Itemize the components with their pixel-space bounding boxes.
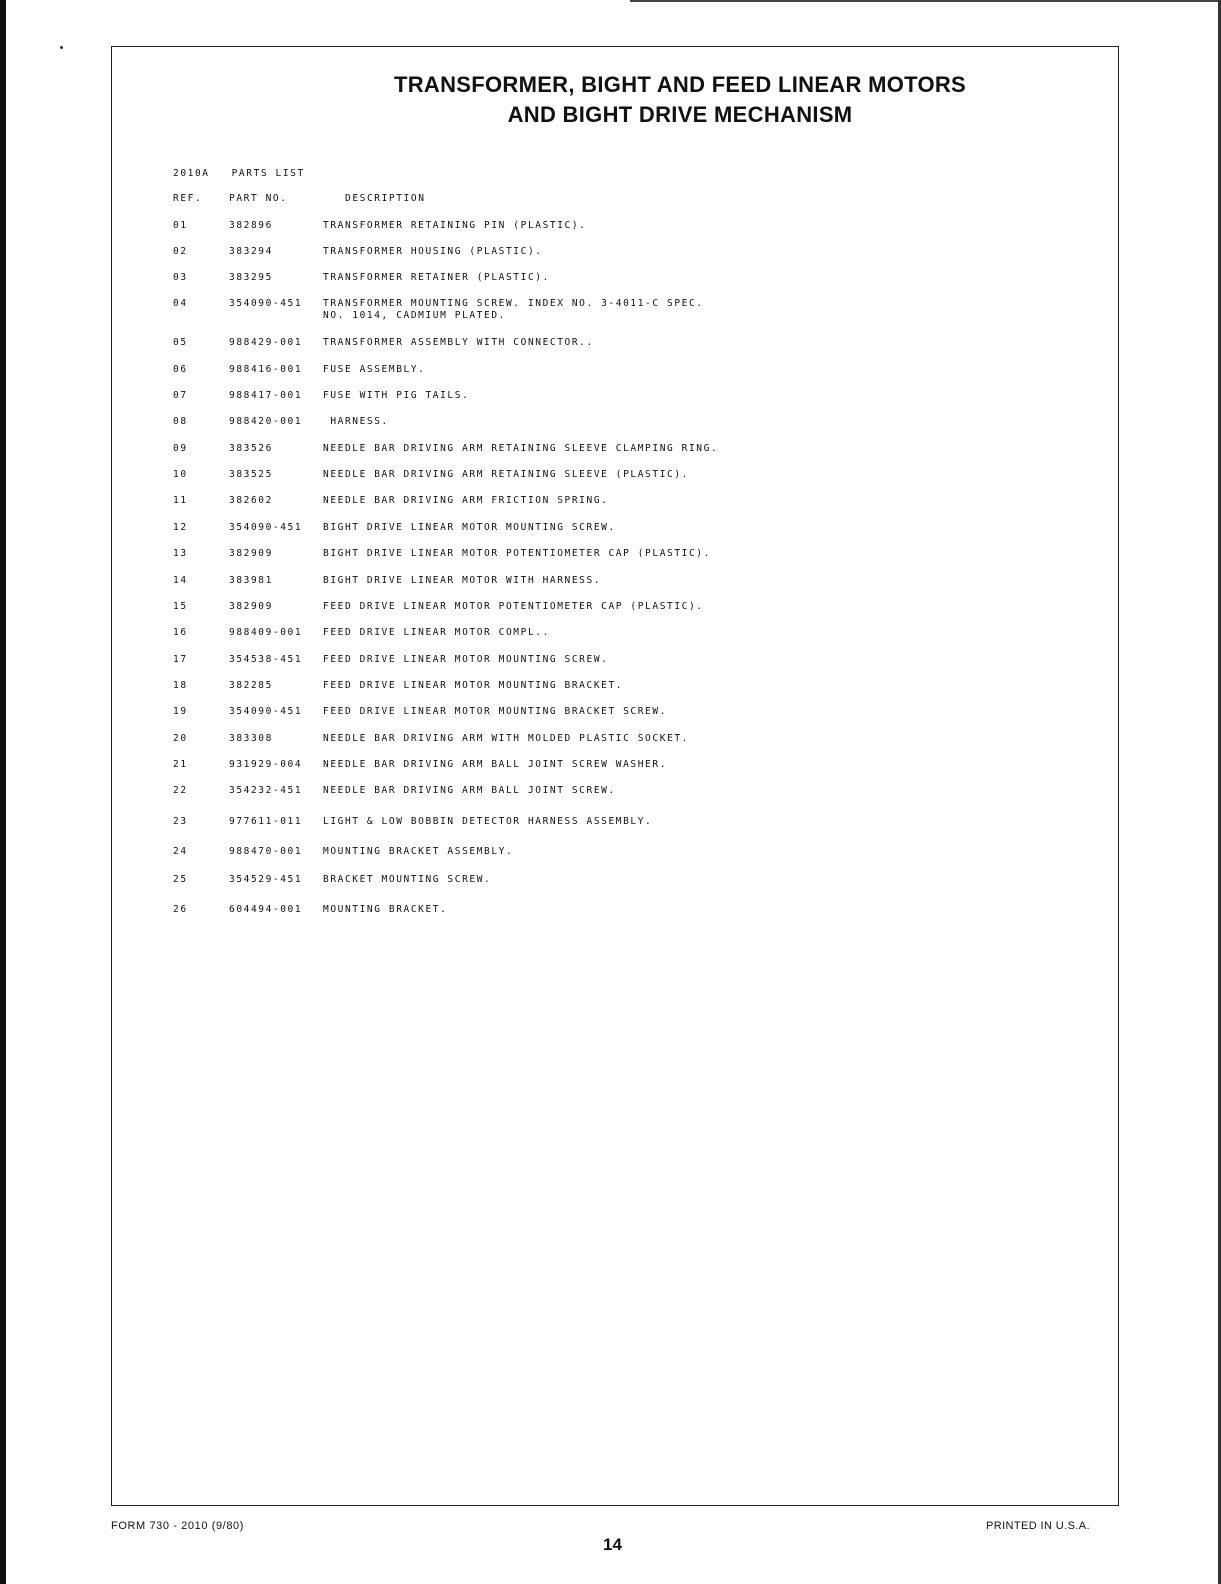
description-text: FEED DRIVE LINEAR MOTOR POTENTIOMETER CAP (PLASTIC).	[323, 601, 704, 612]
part-number-cell: 354538-451	[229, 654, 303, 665]
ref-cell: 16	[173, 627, 188, 638]
part-number-cell: 382285	[229, 680, 273, 691]
column-header-description: DESCRIPTION	[345, 193, 426, 204]
ref-cell: 03	[173, 272, 188, 283]
description-cell	[323, 416, 389, 428]
ref-cell: 23	[173, 816, 188, 827]
description-cell	[323, 680, 623, 692]
column-header-ref: REF.	[173, 193, 203, 204]
page-number: 14	[603, 1535, 622, 1554]
description-cell	[323, 337, 594, 349]
description-cell	[323, 364, 425, 376]
ref-cell: 04	[173, 298, 188, 309]
ref-cell: 24	[173, 846, 188, 857]
table-row	[0, 816, 1221, 842]
ref-cell: 26	[173, 904, 188, 915]
description-text: TRANSFORMER HOUSING (PLASTIC).	[323, 246, 543, 257]
table-row	[0, 846, 1221, 872]
description-text: MOUNTING BRACKET.	[323, 904, 448, 915]
part-number-cell: 383308	[229, 733, 273, 744]
description-text: LIGHT & LOW BOBBIN DETECTOR HARNESS ASSEMBLY.	[323, 816, 653, 827]
part-number-cell: 383295	[229, 272, 273, 283]
ref-cell: 07	[173, 390, 188, 401]
table-row	[0, 246, 1221, 272]
ref-cell: 01	[173, 220, 188, 231]
ref-cell: 02	[173, 246, 188, 257]
description-cell	[323, 390, 469, 402]
description-text: BIGHT DRIVE LINEAR MOTOR POTENTIOMETER CAP (PLASTIC).	[323, 548, 711, 559]
parts-list-header	[173, 168, 305, 179]
description-text: TRANSFORMER RETAINER (PLASTIC).	[323, 272, 550, 283]
part-number-cell: 988409-001	[229, 627, 303, 638]
part-number-cell: 383525	[229, 469, 273, 480]
table-row	[0, 627, 1221, 653]
ref-cell: 19	[173, 706, 188, 717]
table-row	[0, 416, 1221, 442]
printed-in-label: PRINTED IN U.S.A.	[986, 1520, 1090, 1532]
scan-speck	[60, 46, 63, 49]
part-number-cell: 383294	[229, 246, 273, 257]
table-row	[0, 272, 1221, 298]
title-line-2: AND BIGHT DRIVE MECHANISM	[507, 102, 853, 127]
description-continuation: NO. 1014, CADMIUM PLATED.	[323, 310, 506, 321]
table-row	[0, 220, 1221, 246]
ref-cell: 14	[173, 575, 188, 586]
description-cell	[323, 654, 608, 666]
column-header-part-no: PART NO.	[229, 193, 288, 204]
part-number-cell: 382602	[229, 495, 273, 506]
table-row	[0, 785, 1221, 811]
description-text: NEEDLE BAR DRIVING ARM BALL JOINT SCREW.	[323, 785, 616, 796]
table-row	[0, 654, 1221, 680]
description-text: TRANSFORMER ASSEMBLY WITH CONNECTOR..	[323, 337, 594, 348]
part-number-cell: 354529-451	[229, 874, 303, 885]
description-text: BRACKET MOUNTING SCREW.	[323, 874, 492, 885]
description-text: FEED DRIVE LINEAR MOTOR COMPL..	[323, 627, 550, 638]
part-number-cell: 931929-004	[229, 759, 303, 770]
description-cell	[323, 575, 601, 587]
part-number-cell: 988420-001	[229, 416, 303, 427]
description-cell	[323, 733, 689, 745]
title-line-1: TRANSFORMER, BIGHT AND FEED LINEAR MOTORS	[393, 72, 967, 97]
table-row	[0, 390, 1221, 416]
model-number: 2010A	[173, 168, 210, 179]
description-text: FEED DRIVE LINEAR MOTOR MOUNTING SCREW.	[323, 654, 609, 665]
description-text: NEEDLE BAR DRIVING ARM RETAINING SLEEVE CLAMPING RING.	[323, 443, 719, 454]
part-number-cell: 354232-451	[229, 785, 303, 796]
part-number-cell: 382896	[229, 220, 273, 231]
description-text: FUSE WITH PIG TAILS.	[323, 390, 470, 401]
description-text: TRANSFORMER MOUNTING SCREW. INDEX NO. 3-4011-C SPEC.	[323, 298, 704, 309]
description-text: MOUNTING BRACKET ASSEMBLY.	[323, 846, 514, 857]
ref-cell: 17	[173, 654, 188, 665]
part-number-cell: 988417-001	[229, 390, 303, 401]
description-cell	[323, 548, 711, 560]
description-cell	[323, 443, 718, 455]
description-text: BIGHT DRIVE LINEAR MOTOR WITH HARNESS.	[323, 575, 602, 586]
ref-cell: 25	[173, 874, 188, 885]
table-row	[0, 298, 1221, 324]
table-row	[0, 364, 1221, 390]
description-text: NEEDLE BAR DRIVING ARM BALL JOINT SCREW WASHER.	[323, 759, 668, 770]
part-number-cell: 354090-451	[229, 706, 303, 717]
description-cell	[323, 785, 616, 797]
description-cell	[323, 874, 491, 886]
ref-cell: 09	[173, 443, 188, 454]
description-cell	[323, 904, 447, 916]
table-row	[0, 575, 1221, 601]
description-cell	[323, 246, 543, 258]
ref-cell: 11	[173, 495, 188, 506]
description-cell	[323, 469, 689, 481]
description-text: NEEDLE BAR DRIVING ARM FRICTION SPRING.	[323, 495, 609, 506]
description-cell	[323, 272, 550, 284]
ref-cell: 13	[173, 548, 188, 559]
description-text: HARNESS.	[323, 416, 389, 427]
description-cell	[323, 627, 550, 639]
ref-cell: 18	[173, 680, 188, 691]
part-number-cell: 977611-011	[229, 816, 303, 827]
ref-cell: 15	[173, 601, 188, 612]
part-number-cell: 382909	[229, 548, 273, 559]
table-row	[0, 706, 1221, 732]
description-text: TRANSFORMER RETAINING PIN (PLASTIC).	[323, 220, 587, 231]
description-cell	[323, 495, 608, 507]
description-text: NEEDLE BAR DRIVING ARM WITH MOLDED PLASTIC SOCKET.	[323, 733, 689, 744]
description-text: FEED DRIVE LINEAR MOTOR MOUNTING BRACKET.	[323, 680, 624, 691]
description-text: FEED DRIVE LINEAR MOTOR MOUNTING BRACKET SCREW.	[323, 706, 668, 717]
description-text: NEEDLE BAR DRIVING ARM RETAINING SLEEVE (PLASTIC).	[323, 469, 689, 480]
form-number: FORM 730 - 2010 (9/80)	[111, 1520, 245, 1532]
description-cell	[323, 846, 513, 858]
description-cell	[323, 220, 587, 232]
table-row	[0, 495, 1221, 521]
part-number-cell: 354090-451	[229, 298, 303, 309]
description-cell	[323, 759, 667, 771]
scan-edge-top	[630, 0, 1221, 2]
description-text: FUSE ASSEMBLY.	[323, 364, 426, 375]
ref-cell: 22	[173, 785, 188, 796]
part-number-cell: 988470-001	[229, 846, 303, 857]
table-row	[0, 904, 1221, 930]
table-row	[0, 337, 1221, 363]
ref-cell: 06	[173, 364, 188, 375]
description-text: BIGHT DRIVE LINEAR MOTOR MOUNTING SCREW.	[323, 522, 616, 533]
ref-cell: 21	[173, 759, 188, 770]
table-row	[0, 443, 1221, 469]
part-number-cell: 382909	[229, 601, 273, 612]
table-row	[0, 469, 1221, 495]
table-row	[0, 522, 1221, 548]
parts-list-heading: PARTS LIST	[231, 168, 305, 179]
part-number-cell: 988429-001	[229, 337, 303, 348]
ref-cell: 05	[173, 337, 188, 348]
description-cell	[323, 522, 616, 534]
description-cell	[323, 601, 704, 613]
part-number-cell: 383981	[229, 575, 273, 586]
table-row	[0, 874, 1221, 900]
ref-cell: 12	[173, 522, 188, 533]
part-number-cell: 988416-001	[229, 364, 303, 375]
page-title	[330, 70, 1030, 130]
table-row	[0, 759, 1221, 785]
ref-cell: 20	[173, 733, 188, 744]
ref-cell: 08	[173, 416, 188, 427]
description-cell	[323, 706, 667, 718]
table-row	[0, 733, 1221, 759]
table-row	[0, 680, 1221, 706]
description-cell	[323, 298, 704, 322]
part-number-cell: 383526	[229, 443, 273, 454]
table-row	[0, 601, 1221, 627]
ref-cell: 10	[173, 469, 188, 480]
description-cell	[323, 816, 652, 828]
table-row	[0, 548, 1221, 574]
part-number-cell: 354090-451	[229, 522, 303, 533]
part-number-cell: 604494-001	[229, 904, 303, 915]
